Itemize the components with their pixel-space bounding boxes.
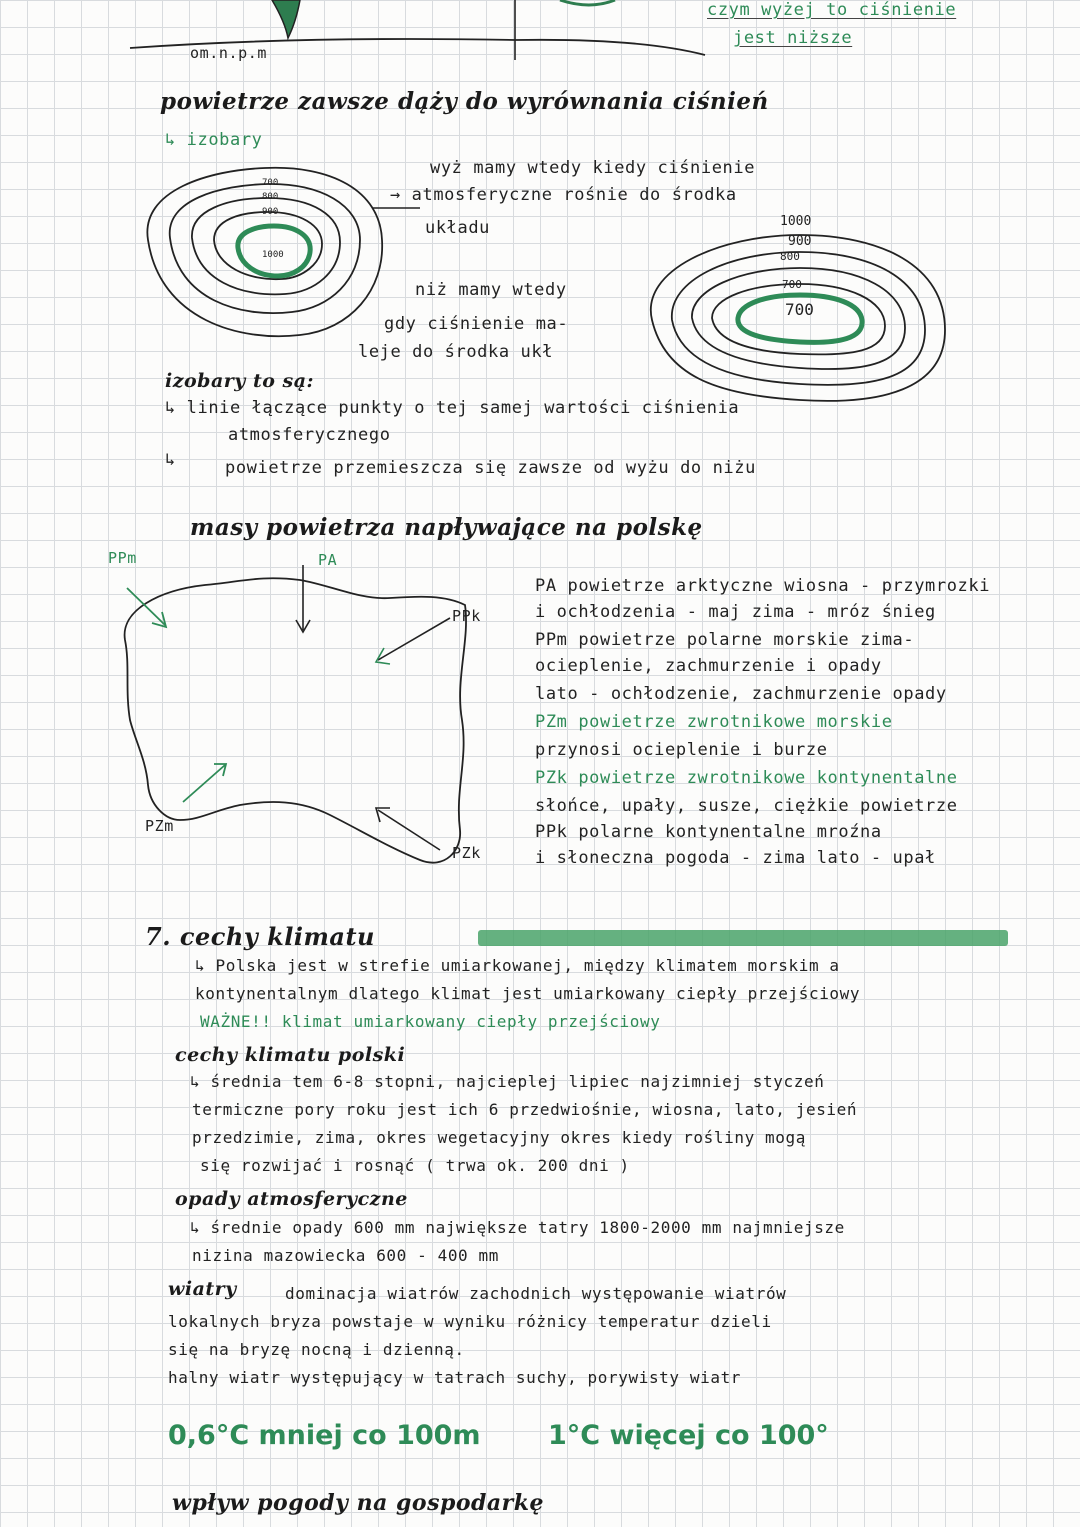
pressure-note-line2: jest niższe [733,28,853,48]
precip-2: nizina mazowiecka 600 - 400 mm [192,1246,499,1265]
mass-desc-9: słońce, upały, susze, ciężkie powietrze [535,796,958,816]
isobars-arrow-label: ↳ izobary [165,130,263,150]
isobars-def-1: ↳ linie łączące punkty o tej samej wartości ciśnienia [165,398,740,418]
climate-feature-2: termiczne pory roku jest ich 6 przedwiośnie, wiosna, lato, jesień [192,1100,858,1119]
svg-text:700: 700 [262,178,279,188]
high-text-3: układu [425,218,491,238]
mass-desc-3: PPm powietrze polarne morskie zima- [535,630,915,650]
map-label-ppm: PPm [108,549,137,567]
leaf-top-drawing [272,0,300,38]
map-label-pzm: PZm [145,817,174,835]
isobars-def-3: ↳ [165,450,176,470]
mass-desc-4: ocieplenie, zachmurzenie i opady [535,656,882,676]
svg-text:900: 900 [262,207,279,217]
climate-feature-1: ↳ średnia tem 6-8 stopni, najcieplej lipiec najzimniej styczeń [190,1072,825,1091]
mass-desc-6: PZm powietrze zwrotnikowe morskie [535,712,893,732]
climate-feature-4: się rozwijać i rosnąć ( trwa ok. 200 dni ) [200,1156,630,1175]
heading-highlight [478,930,1008,946]
low-text-3: leje do środka ukł [358,342,554,362]
climate-heading: 7. cechy klimatu [145,922,375,951]
climate-intro-important: WAŻNE!! klimat umiarkowany ciepły przejściowy [200,1012,661,1031]
mass-desc-1: PA powietrze arktyczne wiosna - przymrozki [535,576,991,596]
climate-features-heading: cechy klimatu polski [175,1044,406,1066]
svg-text:1000: 1000 [262,250,284,260]
poland-outline [125,578,466,862]
climate-feature-3: przedzimie, zima, okres wegetacyjny okres kiedy rośliny mogą [192,1128,806,1147]
winds-3: się na bryzę nocną i dzienną. [168,1340,465,1359]
isobars-def-4: powietrze przemieszcza się zawsze od wyżu do niżu [225,458,756,478]
climate-intro-1: ↳ Polska jest w strefie umiarkowanej, między klimatem morskim a [195,956,840,975]
low-value-800: 800 [780,250,800,263]
mass-desc-2: i ochłodzenia - maj zima - mróz śnieg [535,602,936,622]
high-text-2: → atmosferyczne rośnie do środka [390,185,737,205]
high-pressure-isobars [147,168,382,336]
high-text-1: wyż mamy wtedy kiedy ciśnienie [430,158,756,178]
map-label-ppk: PPk [452,607,481,625]
low-text-2: gdy ciśnienie ma- [384,314,569,334]
omnpm-label: om.n.p.m [190,44,268,62]
top-right-curve [560,0,615,5]
mass-desc-11: i słoneczna pogoda - zima lato - upał [535,848,936,868]
precip-1: ↳ średnie opady 600 mm największe tatry 1800-2000 mm najmniejsze [190,1218,845,1237]
winds-4: halny wiatr występujący w tatrach suchy, porywisty wiatr [168,1368,742,1387]
precip-heading: opady atmosferyczne [175,1188,408,1210]
map-label-pzk: PZk [452,844,481,862]
temp-gradient-right: 1°C więcej co 100° [548,1420,829,1451]
mass-desc-8: PZk powietrze zwrotnikowe kontynentalne [535,768,958,788]
low-value-700: 700 [785,300,814,319]
low-text-1: niż mamy wtedy [415,280,567,300]
map-label-pa: PA [318,551,338,569]
mass-desc-7: przynosi ocieplenie i burze [535,740,828,760]
pressure-note-line1: czym wyżej to ciśnienie [707,0,957,20]
temp-gradient-left: 0,6°C mniej co 100m [168,1420,481,1451]
mass-desc-10: PPk polarne kontynentalne mroźna [535,822,882,842]
winds-1: dominacja wiatrów zachodnich występowanie wiatrów [285,1284,787,1303]
mass-desc-5: lato - ochłodzenie, zachmurzenie opady [535,684,947,704]
bottom-heading: wpływ pogody na gospodarkę [172,1490,544,1516]
isobars-def-2: atmosferycznego [228,425,391,445]
isobars-heading: powietrze zawsze dąży do wyrównania ciśnień [160,88,769,115]
low-value-1000: 1000 [780,214,812,229]
air-masses-heading: masy powietrza napływające na polskę [190,514,703,541]
winds-heading: wiatry [168,1278,237,1300]
climate-intro-2: kontynentalnym dlatego klimat jest umiarkowany ciepły przejściowy [195,984,861,1003]
low-value-900: 900 [788,234,812,249]
low-value-700a: 700 [782,278,802,291]
svg-text:800: 800 [262,192,279,202]
winds-2: lokalnych bryza powstaje w wyniku różnicy temperatur dzieli [168,1312,772,1331]
isobars-def-heading: izobary to są: [165,370,315,392]
